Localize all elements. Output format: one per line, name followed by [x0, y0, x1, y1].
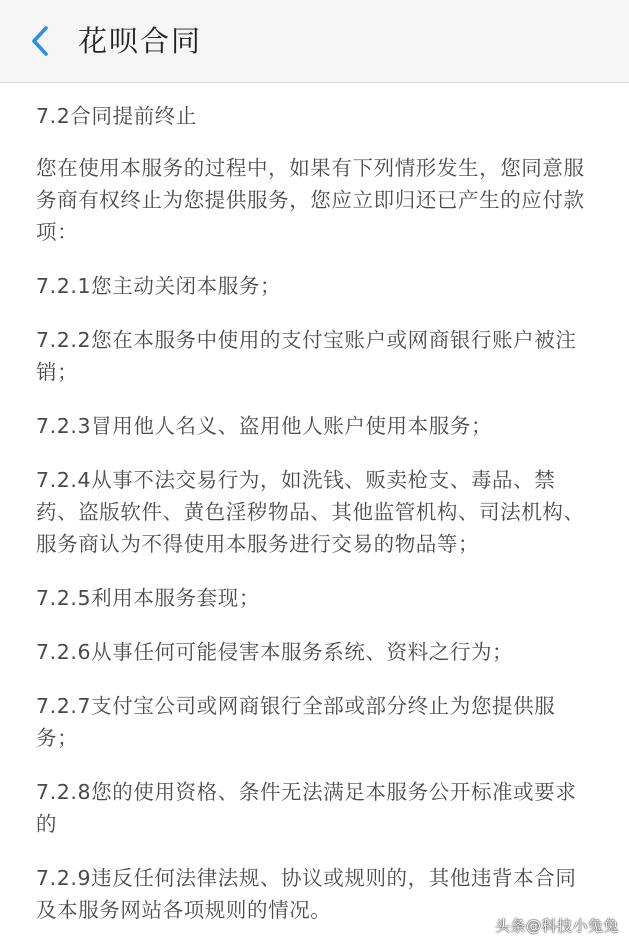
clause-7-2-9: 7.2.9违反任何法律法规、协议或规则的，其他违背本合同及本服务网站各项规则的情况。	[36, 866, 577, 922]
navigation-bar	[0, 0, 629, 83]
clause-7-2-5: 7.2.5利用本服务套现；	[36, 586, 260, 610]
clause-7-2-6: 7.2.6从事任何可能侵害本服务系统、资料之行为；	[36, 640, 514, 664]
page-title: 花呗合同	[78, 24, 203, 58]
clause-7-2-2: 7.2.2您在本服务中使用的支付宝账户或网商银行账户被注销；	[36, 328, 577, 384]
chevron-left-icon	[29, 24, 51, 58]
clause-7-2-1: 7.2.1您主动关闭本服务；	[36, 274, 282, 298]
contract-content	[36, 100, 596, 948]
clause-7-2-8: 7.2.8您的使用资格、条件无法满足本服务公开标准或要求的	[36, 780, 577, 836]
section-intro: 您在使用本服务的过程中，如果有下列情形发生，您同意服务商有权终止为您提供服务，您应立即归还已产生的应付款项：	[36, 156, 585, 244]
clause-7-2-4: 7.2.4从事不法交易行为，如洗钱、贩卖枪支、毒品、禁药、盗版软件、黄色淫秽物品、其他监管机构、司法机构、服务商认为不得使用本服务进行交易的物品等；	[36, 468, 585, 556]
clause-7-2-3: 7.2.3冒用他人名义、盗用他人账户使用本服务；	[36, 414, 493, 438]
clause-7-2-7: 7.2.7支付宝公司或网商银行全部或部分终止为您提供服务；	[36, 694, 556, 750]
back-button[interactable]	[20, 20, 60, 62]
watermark: 头条@科技小兔兔	[494, 917, 619, 935]
section-heading: 7.2合同提前终止	[36, 104, 198, 128]
